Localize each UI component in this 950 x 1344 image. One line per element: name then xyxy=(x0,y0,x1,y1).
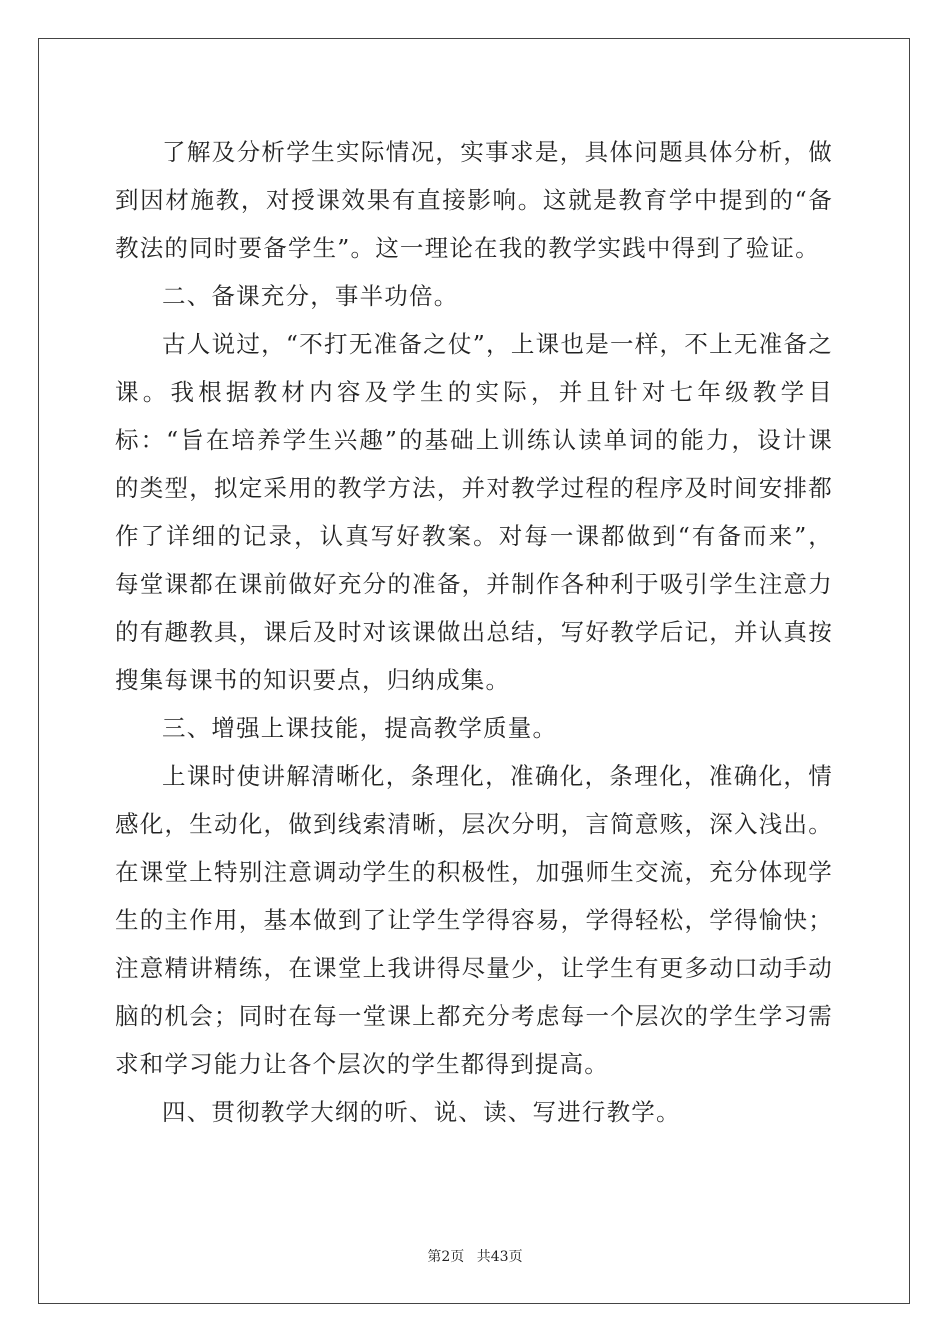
heading-section-four: 四、贯彻教学大纲的听、说、读、写进行教学。 xyxy=(162,1098,681,1126)
page-total: 共43页 xyxy=(476,1249,523,1265)
heading-section-three: 三、增强上课技能，提高教学质量。 xyxy=(162,714,558,742)
page-footer xyxy=(0,1246,950,1266)
paragraph-teaching-skills: 上课时使讲解清晰化，条理化，准确化，条理化，准确化，情感化，生动化，做到线索清晰，层次分明，言简意赅，深入浅出。在课堂上特别注意调动学生的积极性，加强师生交流，充分体现学生的主作用，基本做到了让学生学得容易，学得轻松，学得愉快；注意精讲精练，在课堂上我讲得尽量少，让学生有更多动口动手动脑的机会；同时在每一堂课上都充分考虑每一个层次的学生学习需求和学习能力让各个层次的学生都得到提高。 xyxy=(115,762,833,1078)
document-body xyxy=(115,128,833,1136)
paragraph-intro: 了解及分析学生实际情况，实事求是，具体问题具体分析，做到因材施教，对授课效果有直接影响。这就是教育学中提到的“备教法的同时要备学生”。这一理论在我的教学实践中得到了验证。 xyxy=(115,138,833,262)
heading-section-two: 二、备课充分，事半功倍。 xyxy=(162,282,459,310)
page-number: 第2页 xyxy=(427,1249,465,1265)
paragraph-lesson-prep: 古人说过，“不打无准备之仗”，上课也是一样，不上无准备之课。我根据教材内容及学生的实际，并且针对七年级教学目标：“旨在培养学生兴趣”的基础上训练认读单词的能力，设计课的类型，拟定采用的教学方法，并对教学过程的程序及时间安排都作了详细的记录，认真写好教案。对每一课都做到“有备而来”，每堂课都在课前做好充分的准备，并制作各种利于吸引学生注意力的有趣教具，课后及时对该课做出总结，写好教学后记，并认真按搜集每课书的知识要点，归纳成集。 xyxy=(115,330,833,694)
